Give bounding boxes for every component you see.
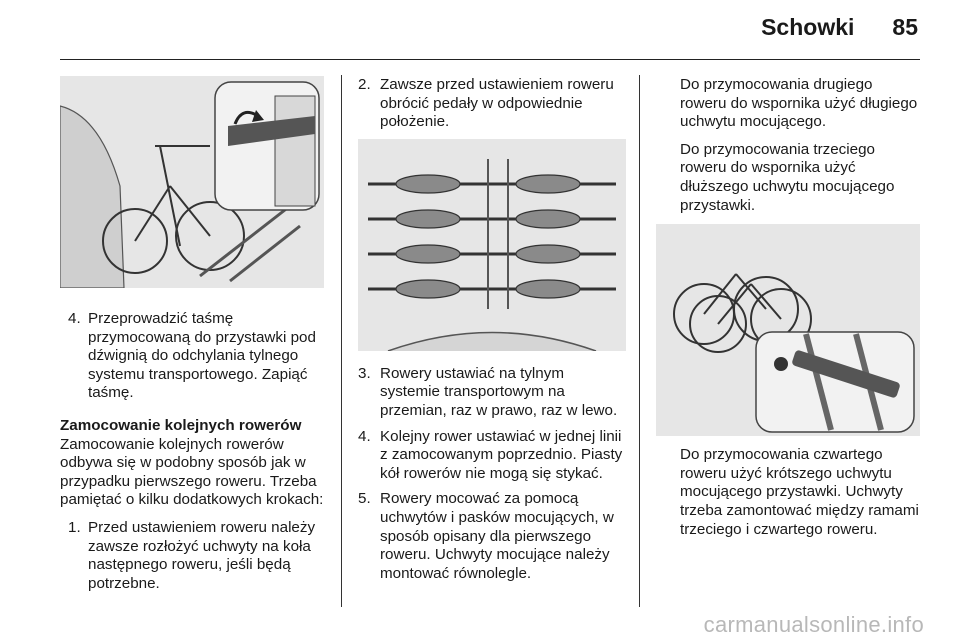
left-column xyxy=(60,76,326,600)
step-2-item: 2. Zawsze przed ustawieniem roweru obrócić pedały w odpowiednie położenie. xyxy=(358,76,626,132)
step-2-text: Zawsze przed ustawieniem roweru obrócić pedały w odpowiednie położenie. xyxy=(380,76,614,131)
step-5-item: 5. Rowery mocować za pomocą uchwytów i pasków mocujących, w sposób opisany dla pierwszego roweru. Uchwyty mocujące należy montować równolegle. xyxy=(358,490,626,583)
illustration-bike-carrier-strap xyxy=(60,76,324,288)
step-4b-item: 4. Kolejny rower ustawiać w jednej linii z zamocowanym poprzednio. Piasty kół rowerów nie mogą się stykać. xyxy=(358,428,626,484)
column-divider-2 xyxy=(639,75,640,607)
illustration-holder-mount xyxy=(656,224,920,436)
paragraph-second-bike: Do przymocowania drugiego roweru do wspornika użyć długiego uchwytu mocującego. xyxy=(680,76,918,131)
step-3-text: Rowery ustawiać na tylnym systemie transportowym na przemian, raz w prawo, raz w lewo. xyxy=(380,364,618,419)
step-4-text: Przeprowadzić taśmę przymocowaną do przystawki pod dźwignią do odchylania tylnego systemu transportowego. Zapiąć taśmę. xyxy=(88,310,316,402)
watermark: carmanualsonline.info xyxy=(703,612,924,637)
step-4b-text: Kolejny rower ustawiać w jednej linii z zamocowanym poprzednio. Piasty kół rowerów nie mogą się stykać. xyxy=(380,427,623,482)
header-rule xyxy=(60,59,920,60)
subheading: Zamocowanie kolejnych rowerów xyxy=(60,416,302,434)
step-1-item: 1. Przed ustawieniem roweru należy zawsze rozłożyć uchwyty na koła następnego roweru, jeśli będą potrzebne. xyxy=(68,519,326,593)
middle-column xyxy=(358,76,626,590)
step-5-text: Rowery mocować za pomocą uchwytów i pasków mocujących, w sposób opisany dla pierwszego roweru. Uchwyty mocujące należy montować równolegle. xyxy=(380,490,614,582)
page-header xyxy=(761,14,918,41)
paragraph-fourth-bike: Do przymocowania czwartego roweru użyć krótszego uchwytu mocującego przystawki. Uchwyty trzeba zamontować między ramami trzeciego i czwartego roweru. xyxy=(680,446,919,538)
section-title: Schowki xyxy=(761,14,855,40)
intro-paragraph: Zamocowanie kolejnych rowerów odbywa się w podobny sposób jak w przypadku pierwszego roweru. Trzeba pamiętać o kilku dodatkowych krokach: xyxy=(60,435,324,509)
illustration-bikes-alternating xyxy=(358,139,626,351)
step-3-item: 3. Rowery ustawiać na tylnym systemie transportowym na przemian, raz w prawo, raz w lewo. xyxy=(358,365,626,421)
page-number: 85 xyxy=(892,14,918,40)
step-1-text: Przed ustawieniem roweru należy zawsze rozłożyć uchwyty na koła następnego roweru, jeśli będą potrzebne. xyxy=(88,518,316,592)
step-4-item: 4. Przeprowadzić taśmę przymocowaną do przystawki pod dźwignią do odchylania tylnego systemu transportowego. Zapiąć taśmę. xyxy=(68,310,326,403)
paragraph-third-bike: Do przymocowania trzeciego roweru do wspornika użyć dłuższego uchwytu mocującego przystawki. xyxy=(680,140,895,214)
column-divider-1 xyxy=(341,75,342,607)
right-column xyxy=(656,76,920,548)
